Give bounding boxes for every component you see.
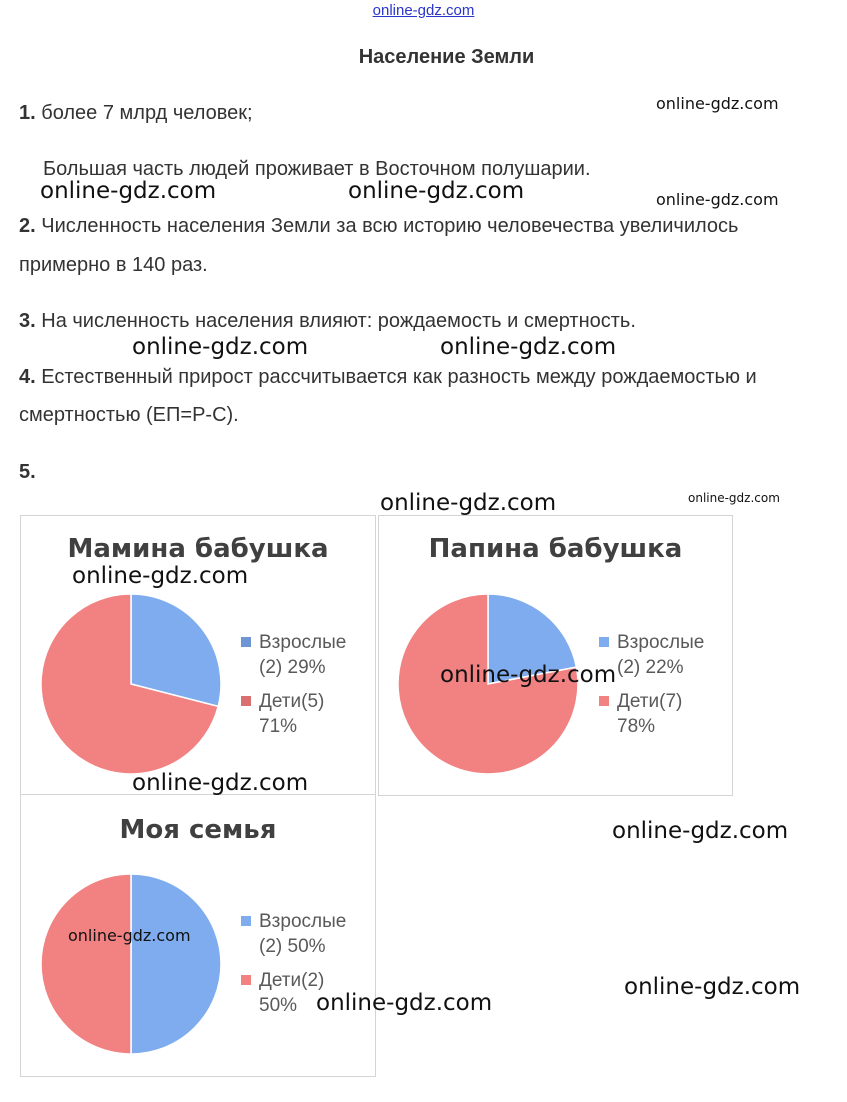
item-text: Естественный прирост рассчитывается как разность между рождаемостью и [41, 366, 757, 388]
watermark: online-gdz.com [316, 990, 493, 1016]
item-number: 4. [19, 366, 36, 388]
legend-value: (2) 50% [259, 936, 326, 957]
legend-item-adults [241, 630, 346, 680]
legend-label: Дети(7) [617, 691, 683, 712]
item-2-line-2: примерно в 140 раз. [19, 254, 208, 276]
chart-maternal-grandmother [20, 515, 376, 796]
legend-label: Взрослые [617, 632, 705, 653]
watermark: online-gdz.com [624, 974, 801, 1000]
legend-swatch [241, 916, 251, 926]
legend-value: (2) 22% [617, 657, 684, 678]
item-text: На численность населения влияют: рождаемость и смертность. [41, 310, 636, 332]
legend-item-children [241, 689, 346, 739]
watermark: online-gdz.com [132, 334, 309, 360]
item-number: 2. [19, 215, 36, 237]
watermark: online-gdz.com [348, 178, 525, 204]
item-1 [19, 102, 253, 125]
watermark: online-gdz.com [656, 94, 779, 113]
legend-swatch [241, 696, 251, 706]
watermark: online-gdz.com [688, 491, 780, 505]
watermark: online-gdz.com [68, 926, 191, 945]
page-title: Население Земли [358, 46, 535, 68]
legend-swatch [599, 637, 609, 647]
chart-paternal-grandmother [378, 515, 733, 796]
legend-item-children [599, 689, 704, 739]
item-text: Численность населения Земли за всю историю человечества увеличилось [41, 215, 739, 237]
watermark: online-gdz.com [72, 563, 249, 589]
chart-legend [599, 630, 704, 748]
watermark: online-gdz.com [440, 334, 617, 360]
watermark: online-gdz.com [440, 662, 617, 688]
legend-swatch [599, 696, 609, 706]
watermark: online-gdz.com [612, 818, 789, 844]
pie-slice-children [41, 874, 131, 1054]
item-number: 1. [19, 102, 36, 124]
chart-title: Моя семья [119, 815, 277, 845]
legend-label: Взрослые [259, 911, 347, 932]
item-1-continuation: Большая часть людей проживает в Восточном полушарии. [43, 158, 591, 180]
legend-swatch [241, 637, 251, 647]
item-5 [19, 461, 36, 484]
chart-title: Папина бабушка [428, 534, 683, 564]
item-number: 5. [19, 461, 36, 483]
legend-swatch [241, 975, 251, 985]
legend-label: Взрослые [259, 632, 347, 653]
item-3 [19, 310, 636, 333]
chart-legend [241, 630, 346, 748]
legend-label: Дети(5) [259, 691, 325, 712]
legend-value: 71% [259, 716, 298, 737]
watermark: online-gdz.com [132, 770, 309, 796]
pie-slice-adults [131, 874, 221, 1054]
item-text: более 7 млрд человек; [41, 102, 253, 124]
item-2 [19, 215, 738, 238]
legend-value: 50% [259, 995, 298, 1016]
item-number: 3. [19, 310, 36, 332]
watermark: online-gdz.com [656, 190, 779, 209]
legend-item-adults [241, 909, 346, 959]
watermark: online-gdz.com [40, 178, 217, 204]
watermark: online-gdz.com [380, 490, 557, 516]
legend-label: Дети(2) [259, 970, 325, 991]
legend-value: 78% [617, 716, 656, 737]
site-link[interactable]: online-gdz.com [372, 2, 475, 19]
item-4-line-2: смертностью (ЕП=Р-С). [19, 404, 239, 426]
legend-value: (2) 29% [259, 657, 326, 678]
item-4 [19, 366, 757, 389]
chart-title: Мамина бабушка [67, 534, 329, 564]
